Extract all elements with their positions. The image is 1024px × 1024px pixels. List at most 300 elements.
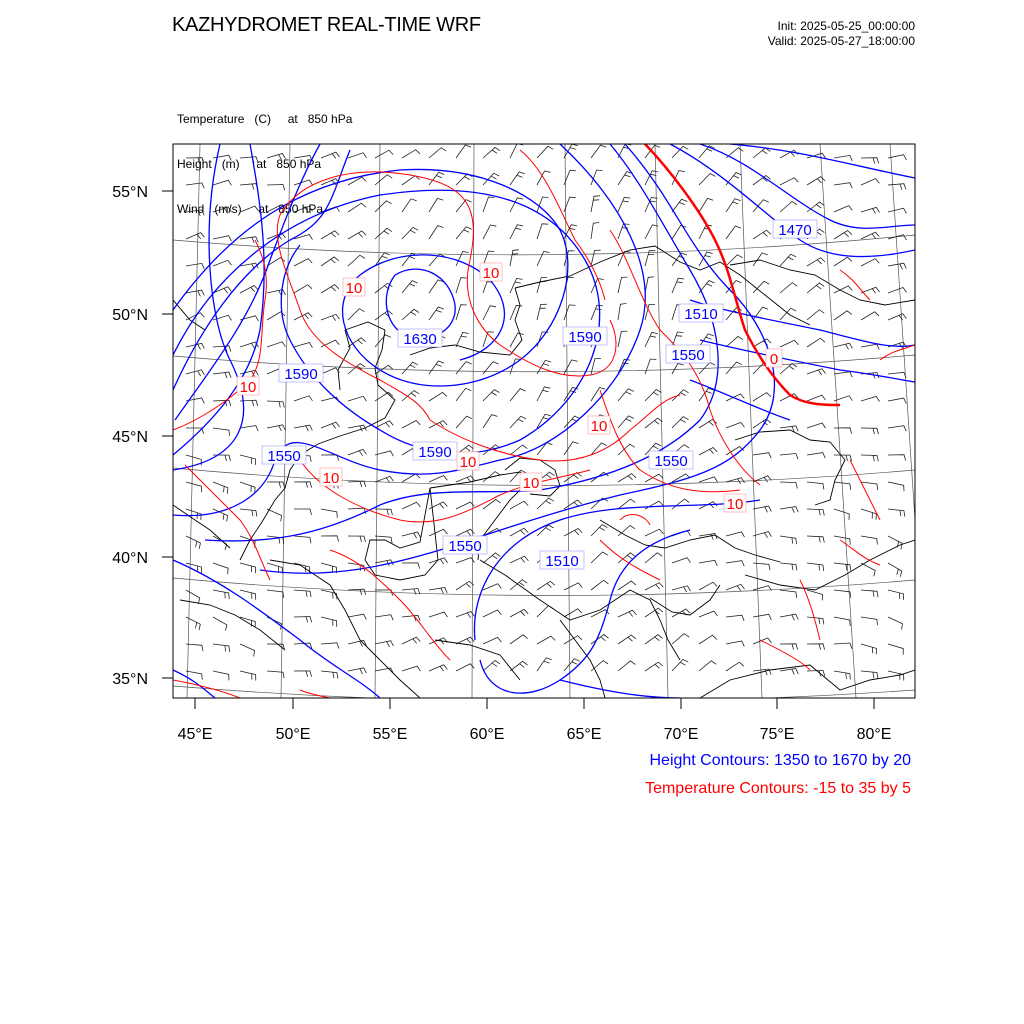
wind-barb — [510, 172, 525, 185]
wind-barb — [834, 311, 852, 320]
wind-barb — [888, 314, 906, 320]
height-label: 1550 — [671, 347, 705, 364]
wind-barb — [402, 176, 420, 185]
wind-barb — [321, 257, 339, 266]
wind-barb — [213, 671, 229, 680]
height-contour-legend: Height Contours: 1350 to 1670 by 20 — [649, 752, 911, 769]
wind-barb — [591, 223, 599, 240]
wind-barb — [483, 390, 499, 401]
wind-barb — [267, 342, 286, 347]
height-label: 1550 — [267, 448, 301, 465]
wind-barb — [645, 635, 663, 644]
wind-barb — [510, 528, 528, 536]
wind-barb — [726, 615, 744, 621]
wind-barb — [780, 536, 797, 544]
wind-barb — [294, 671, 312, 677]
wind-barb — [645, 501, 663, 509]
wind-barb — [429, 588, 447, 594]
height-label: 1510 — [684, 306, 718, 323]
wind-barb — [591, 552, 608, 563]
wind-barb — [861, 617, 878, 625]
wind-barb — [591, 498, 608, 509]
wind-barb — [888, 372, 906, 378]
longitude-axis — [178, 698, 892, 743]
wind-barb — [348, 668, 366, 674]
wind-barb — [294, 180, 313, 185]
wind-barb — [294, 590, 311, 597]
wind-barb — [267, 154, 286, 160]
wind-barb — [672, 586, 691, 592]
wind-barb — [861, 536, 877, 545]
wind-barb — [483, 362, 499, 374]
wind-barb — [888, 263, 906, 269]
wind-barb — [618, 581, 636, 590]
wind-barb — [321, 285, 339, 293]
lon-tick-label: 70°E — [663, 726, 699, 743]
wind-barb — [429, 198, 443, 212]
wind-barb — [780, 454, 798, 460]
wind-barb — [726, 422, 745, 428]
wind-barb — [294, 396, 313, 401]
wind-barb — [618, 635, 636, 644]
wind-barb — [483, 637, 501, 644]
wind-barb — [807, 369, 826, 375]
wind-barb — [510, 416, 526, 428]
wind-barb — [456, 476, 474, 482]
wind-barb — [780, 340, 798, 347]
wind-barb — [564, 416, 580, 428]
wind-barb — [834, 671, 850, 680]
wind-barb — [861, 396, 880, 401]
wind-barb — [645, 225, 658, 239]
wind-barb — [294, 259, 312, 266]
wind-barb — [240, 671, 256, 681]
wind-barb — [456, 558, 475, 563]
wind-barb — [402, 421, 420, 429]
wind-barb — [888, 426, 906, 432]
wind-barb — [834, 155, 852, 161]
wind-barb — [375, 175, 392, 185]
wind-barb — [240, 206, 259, 212]
height-label: 1590 — [284, 366, 318, 383]
wind-barb — [321, 231, 339, 239]
wind-barb — [402, 474, 420, 482]
wind-barb — [564, 442, 579, 455]
wind-barb — [294, 285, 312, 293]
wind-barb — [483, 197, 495, 212]
wind-barb — [888, 288, 907, 294]
wind-barb — [321, 509, 337, 518]
wind-barb — [267, 590, 284, 598]
lon-tick-label: 75°E — [759, 726, 795, 743]
wind-barb — [348, 153, 367, 158]
wind-barb — [321, 368, 339, 374]
height-label: 1630 — [403, 331, 437, 348]
wind-barb — [294, 536, 311, 543]
wind-barb — [402, 281, 418, 293]
wind-barb — [267, 233, 286, 239]
wind-barb — [564, 609, 582, 617]
wind-barb — [456, 581, 474, 590]
wind-barb — [753, 230, 771, 239]
wind-barb — [726, 336, 743, 347]
wind-barb — [375, 509, 392, 515]
wind-barb — [780, 283, 797, 293]
field-temperature: Temperature (C) at 850 hPa — [177, 112, 353, 126]
wind-barb — [645, 359, 656, 374]
temperature-label: 10 — [726, 496, 744, 513]
wind-barb — [294, 425, 312, 431]
wind-barb — [834, 509, 849, 520]
wind-barb — [483, 584, 501, 590]
wind-barb — [294, 509, 312, 515]
wind-barb — [591, 196, 600, 212]
wind-barb — [807, 590, 822, 600]
wind-barb — [429, 226, 443, 239]
wind-barb — [888, 208, 906, 213]
wind-barb — [429, 392, 447, 401]
wind-barb — [456, 502, 474, 509]
height-label: 1590 — [418, 444, 452, 461]
wind-barb — [726, 561, 744, 567]
wind-barb — [267, 617, 282, 630]
wind-barb — [510, 556, 528, 563]
wind-barb — [645, 553, 662, 563]
wind-barb — [456, 200, 472, 212]
wind-barb — [240, 426, 258, 432]
wind-barb — [483, 415, 497, 428]
wind-barb — [240, 286, 258, 294]
wind-barb — [807, 258, 825, 266]
wind-barb — [456, 362, 472, 374]
wind-barb — [672, 417, 689, 428]
wind-barb — [294, 343, 313, 348]
wind-barb — [699, 448, 717, 456]
wind-barb — [321, 671, 338, 679]
wind-barb — [348, 396, 367, 401]
height-label: 1550 — [448, 538, 482, 555]
wind-barb — [726, 199, 741, 212]
wind-barb — [780, 614, 798, 620]
wind-barb — [645, 418, 662, 428]
wind-barb — [213, 180, 232, 185]
lon-tick-label: 65°E — [566, 726, 602, 743]
wind-barb — [240, 184, 258, 190]
wind-barb — [834, 643, 852, 649]
wind-barb — [294, 156, 312, 161]
wind-barb — [753, 453, 771, 459]
wind-barb — [753, 200, 769, 212]
wind-barb — [348, 481, 366, 487]
wind-barb — [888, 590, 904, 600]
wind-barb — [510, 635, 528, 644]
wind-barb — [726, 532, 745, 537]
wind-barb — [456, 388, 471, 401]
wind-barb — [213, 346, 231, 352]
wind-barb — [429, 476, 447, 483]
wind-barb — [456, 612, 475, 618]
wind-barb — [402, 391, 419, 402]
wind-barb — [321, 422, 340, 428]
wind-barb — [402, 199, 417, 212]
valid-time: Valid: 2025-05-27_18:00:00 — [767, 34, 915, 48]
wind-barb — [780, 644, 798, 650]
wind-barb — [861, 590, 878, 597]
wind-barb — [213, 428, 230, 436]
wind-barb — [240, 644, 255, 656]
wind-barb — [267, 425, 285, 431]
wind-barb — [537, 387, 550, 401]
wind-barb — [807, 563, 824, 571]
wind-barb — [807, 310, 824, 320]
wind-barb — [402, 502, 420, 509]
wind-barb — [672, 278, 684, 293]
wind-barb — [834, 257, 852, 266]
wind-barb — [240, 157, 258, 163]
lon-tick-label: 55°E — [372, 726, 408, 743]
wind-barb — [861, 644, 876, 654]
wind-barb — [591, 661, 608, 671]
wind-barb — [888, 398, 906, 404]
wind-barb — [537, 525, 554, 536]
wind-barb — [807, 644, 825, 650]
wind-barb — [537, 224, 548, 239]
wind-barb — [186, 509, 201, 520]
wind-barb — [834, 183, 852, 189]
wind-barb — [645, 333, 658, 348]
wind-barb — [888, 644, 903, 655]
wind-barb — [429, 280, 444, 293]
height-label: 1590 — [568, 329, 602, 346]
wind-barb — [726, 584, 745, 590]
wind-barb — [591, 525, 607, 536]
wind-barb — [780, 202, 797, 213]
wind-barb — [888, 455, 906, 461]
wind-barb — [888, 184, 906, 190]
wind-barb — [348, 364, 365, 375]
wind-barb — [591, 145, 606, 158]
wind-barb — [753, 506, 771, 512]
temperature-contour-legend: Temperature Contours: -15 to 35 by 5 — [645, 780, 911, 797]
temperature-label: 10 — [322, 470, 340, 487]
wind-barb — [348, 614, 366, 619]
wind-barb — [429, 307, 444, 320]
wind-barb — [213, 482, 228, 494]
wind-barb — [834, 231, 852, 240]
wind-barb — [510, 661, 528, 671]
wind-barb — [375, 150, 393, 158]
wind-barb — [591, 635, 609, 645]
wind-barb — [564, 144, 578, 158]
wind-barb — [645, 390, 661, 402]
wind-barb — [456, 305, 467, 320]
field-wind: Wind (m/s) at 850 hPa — [177, 202, 324, 216]
wind-barb — [699, 582, 717, 590]
wind-barb — [618, 474, 636, 482]
wind-barb — [807, 338, 825, 347]
wind-barb — [834, 536, 850, 545]
wind-barb — [429, 612, 448, 617]
wind-barb — [321, 536, 339, 542]
lat-tick-label: 35°N — [112, 671, 148, 688]
wind-barb — [213, 617, 227, 631]
wind-barb — [645, 662, 663, 671]
wind-barb — [753, 563, 770, 570]
wind-barb — [240, 563, 256, 573]
wind-barb — [456, 664, 474, 671]
wind-barb — [699, 477, 718, 482]
wind-barb — [375, 641, 393, 647]
wind-barb — [213, 372, 231, 378]
wind-barb — [348, 589, 366, 595]
wind-barb — [591, 305, 603, 320]
wind-barb — [564, 305, 575, 320]
wind-barb — [672, 390, 689, 401]
wind-barb — [429, 361, 444, 374]
wind-barb — [753, 148, 770, 158]
wind-barb — [726, 641, 744, 646]
wind-barb — [510, 609, 528, 617]
wind-barb — [753, 339, 771, 347]
wind-barb — [537, 332, 548, 347]
wind-barb — [483, 499, 501, 509]
wind-barb — [618, 197, 630, 212]
wind-barb — [780, 507, 798, 513]
wind-barb — [375, 201, 392, 212]
wind-barb — [807, 423, 826, 428]
wind-barb — [888, 509, 905, 517]
wind-barb — [294, 617, 312, 623]
temperature-label: 10 — [590, 418, 608, 435]
wind-barb — [348, 203, 366, 212]
wind-barb — [780, 178, 798, 185]
wind-barb — [483, 306, 496, 320]
temperature-label: 10 — [482, 265, 500, 282]
lon-tick-label: 45°E — [177, 726, 213, 743]
wind-barb — [294, 482, 312, 488]
wind-barb — [564, 583, 582, 590]
wind-barb — [402, 309, 419, 320]
wind-barb — [537, 581, 555, 590]
wind-barb — [294, 313, 312, 320]
wind-barb — [861, 232, 879, 239]
wind-barb — [780, 563, 797, 571]
wind-barb — [618, 331, 627, 347]
wind-barb — [861, 312, 879, 320]
wind-barb — [888, 482, 904, 491]
wind-barb — [321, 617, 337, 627]
wind-barb — [618, 610, 636, 617]
height-label: 1510 — [545, 553, 579, 570]
wind-barb — [726, 478, 745, 484]
wind-barb — [186, 290, 204, 296]
wind-barb — [699, 635, 717, 644]
wind-barb — [267, 401, 284, 408]
wind-barb — [861, 207, 880, 213]
wind-barb — [402, 362, 418, 374]
wind-barb — [591, 580, 608, 590]
wind-barb — [618, 172, 633, 185]
wind-barb — [483, 661, 500, 672]
wind-barb — [618, 277, 628, 293]
temperature-label: 10 — [522, 475, 540, 492]
wind-barb — [834, 372, 852, 378]
wind-barb — [780, 482, 797, 488]
latitude-axis — [112, 184, 173, 688]
wind-barb — [321, 590, 337, 599]
wind-barb — [537, 414, 551, 428]
wind-barb — [267, 290, 285, 296]
wind-barb — [186, 263, 204, 269]
wind-barb — [753, 253, 768, 266]
wind-barb — [213, 563, 228, 574]
wind-barb — [564, 170, 576, 185]
temperature-label: 0 — [769, 351, 779, 368]
wind-barb — [240, 482, 255, 493]
wind-barb — [348, 536, 366, 542]
wind-barb — [267, 185, 285, 191]
wind-barb — [483, 147, 500, 158]
wind-barb — [402, 150, 420, 158]
wind-barb — [888, 617, 903, 630]
wind-barb — [186, 536, 200, 549]
wind-barb — [537, 252, 550, 267]
wind-barb — [213, 590, 229, 599]
wind-barb — [348, 231, 366, 239]
wind-barb — [321, 340, 339, 347]
wind-barb — [780, 426, 798, 432]
wind-barb — [861, 509, 876, 520]
wind-barb — [807, 202, 824, 212]
wind-barb — [618, 526, 635, 537]
wind-barb — [186, 617, 200, 630]
height-label: 1550 — [654, 453, 688, 470]
wind-barb — [294, 206, 313, 212]
wind-barb — [672, 531, 691, 536]
wind-barb — [699, 661, 716, 671]
lat-tick-label: 40°N — [112, 550, 148, 567]
wind-barb — [861, 455, 878, 461]
wind-barb — [483, 225, 496, 239]
wind-barb — [672, 659, 688, 671]
wind-barb — [456, 145, 471, 158]
wind-barb — [699, 198, 713, 212]
wind-barb — [186, 158, 204, 164]
wind-barb — [672, 558, 691, 563]
wind-barb — [699, 560, 717, 566]
wind-barb — [483, 610, 501, 617]
lat-tick-label: 55°N — [112, 184, 148, 201]
chart-title: KAZHYDROMET REAL-TIME WRF — [172, 14, 481, 36]
wind-barb — [186, 370, 205, 376]
wind-barb — [375, 228, 392, 239]
country-borders — [173, 246, 915, 698]
lon-tick-label: 60°E — [469, 726, 505, 743]
wind-barb — [429, 172, 444, 185]
temperature-label: 10 — [459, 454, 477, 471]
wind-barb — [429, 529, 447, 536]
wind-barb — [564, 659, 580, 671]
wind-barb — [564, 251, 575, 266]
wind-barb — [456, 333, 469, 348]
wind-barb — [429, 665, 447, 671]
wind-barb — [699, 146, 715, 158]
wind-barb — [834, 590, 851, 598]
wind-barb — [618, 304, 626, 321]
lon-tick-label: 50°E — [275, 726, 311, 743]
lat-tick-label: 45°N — [112, 429, 148, 446]
wind-barb — [726, 226, 741, 239]
